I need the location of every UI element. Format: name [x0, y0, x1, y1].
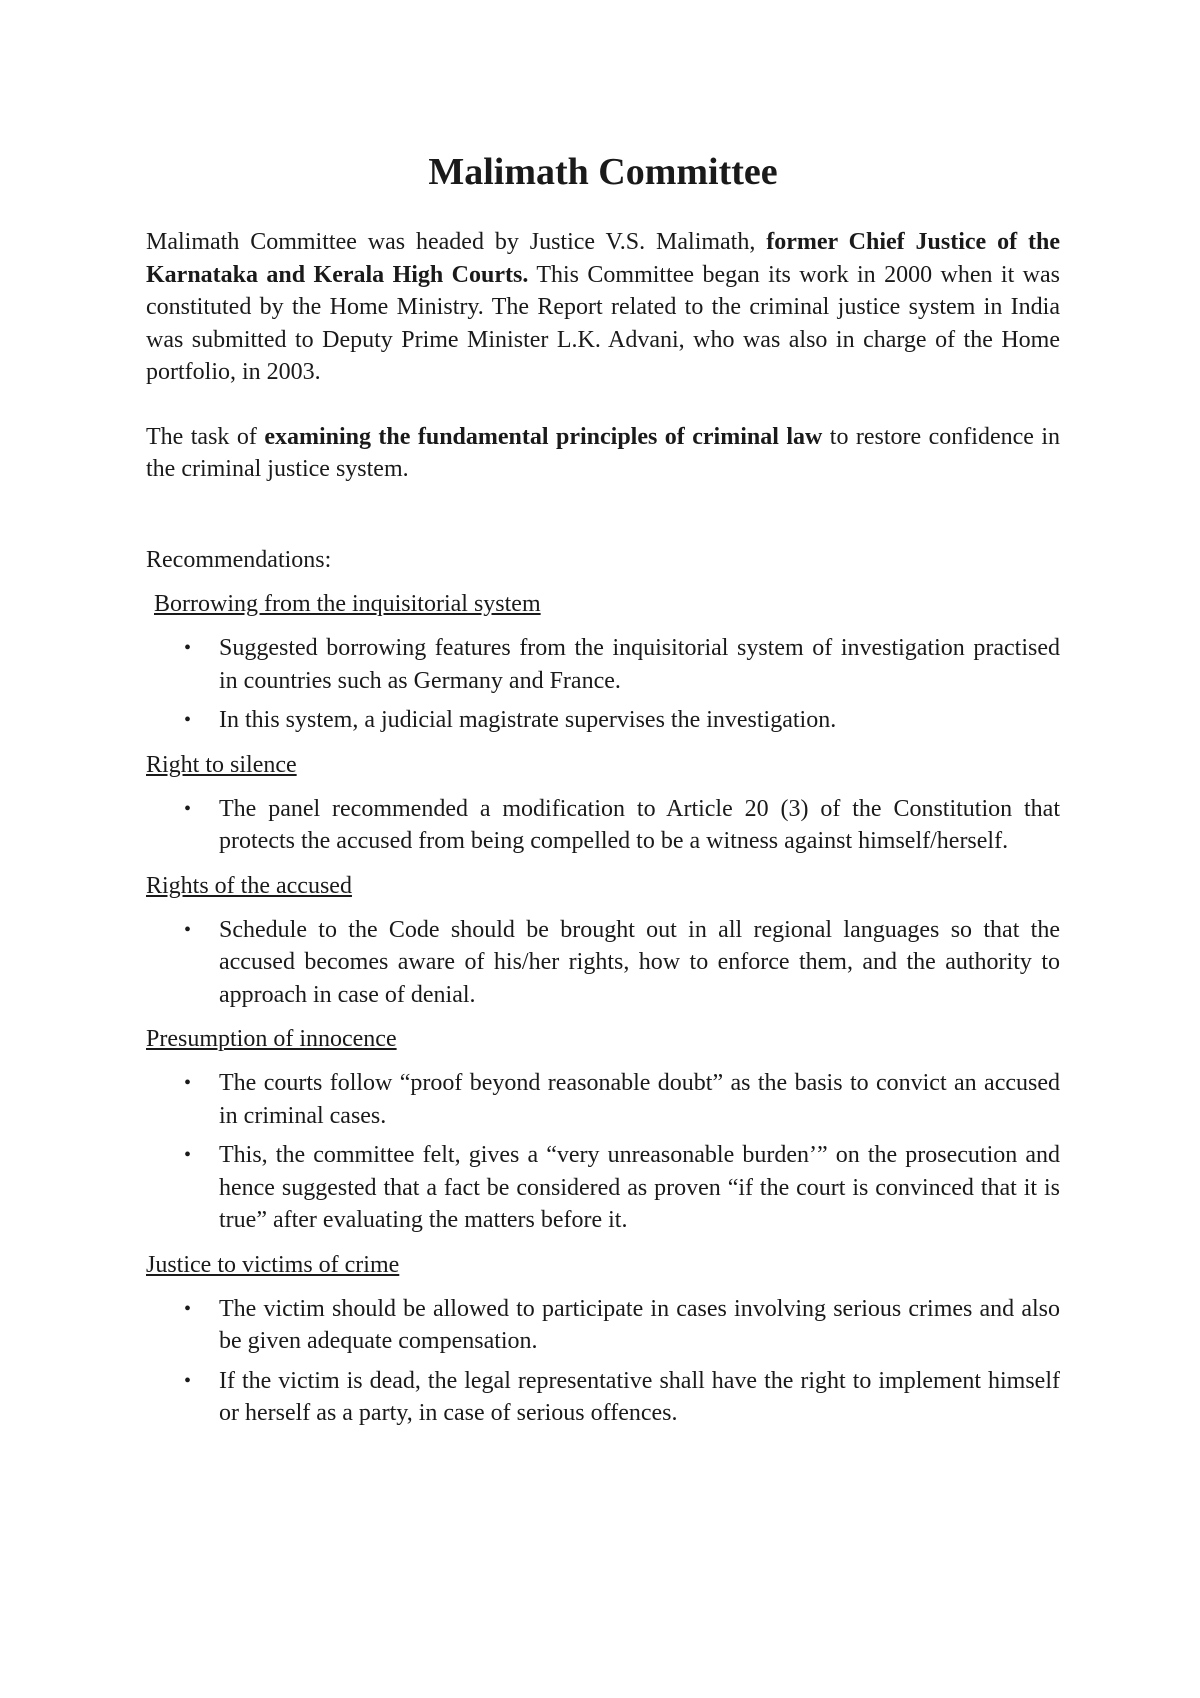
bullet-icon: •	[184, 918, 192, 941]
task-bold-text: examining the fundamental principles of criminal law	[264, 423, 823, 450]
bullet-list-justice-to-victims	[146, 1293, 1060, 1430]
list-item	[146, 704, 1060, 737]
bullet-icon: •	[184, 1144, 192, 1166]
list-item-text: The panel recommended a modification to Article 20 (3) of the Constitution that protects the accused from being compelled to be a witness against himself/herself.	[219, 795, 1060, 854]
list-item-text: In this system, a judicial magistrate supervises the investigation.	[219, 707, 837, 733]
intro-text-1: Malimath Committee was headed by Justice V.S. Malimath,	[146, 229, 767, 255]
section-heading-rights-of-accused: Rights of the accused	[146, 872, 352, 899]
bullet-icon: •	[184, 797, 192, 820]
section-heading-inquisitorial: Borrowing from the inquisitorial system	[154, 591, 541, 617]
bullet-icon: •	[184, 1297, 192, 1320]
bullet-icon: •	[184, 1369, 192, 1392]
intro-bold-text: former Chief Justice of the Karnataka and Kerala High Courts.	[146, 229, 1060, 288]
bullet-icon: •	[184, 709, 192, 731]
task-paragraph	[146, 421, 1060, 486]
section-heading-right-to-silence: Right to silence	[146, 751, 297, 778]
bullet-list-presumption-of-innocence	[146, 1067, 1060, 1237]
section-heading-justice-to-victims: Justice to victims of crime	[146, 1251, 400, 1278]
list-item	[146, 632, 1060, 697]
list-item	[146, 914, 1060, 1012]
task-text-2: to restore confidence in the criminal justice system.	[146, 423, 1061, 482]
list-item-text: The courts follow “proof beyond reasonable doubt” as the basis to convict an accused in criminal cases.	[219, 1070, 1060, 1129]
list-item-text: This, the committee felt, gives a “very unreasonable burden’” on the prosecution and hence suggested that a fact be considered as proven “if the court is convinced that it is true” after evaluating the matters before it.	[219, 1142, 1060, 1233]
list-item-text: If the victim is dead, the legal representative shall have the right to implement himself or herself as a party, in case of serious offences.	[219, 1367, 1060, 1426]
bullet-list-rights-of-accused	[146, 914, 1060, 1012]
list-item	[146, 1139, 1060, 1237]
list-item	[146, 1365, 1060, 1430]
list-item-text: The victim should be allowed to participate in cases involving serious crimes and also be given adequate compensation.	[219, 1295, 1060, 1354]
list-item-text: Suggested borrowing features from the inquisitorial system of investigation practised in countries such as Germany and France.	[219, 635, 1060, 694]
list-item-text: Schedule to the Code should be brought out in all regional languages so that the accused becomes aware of his/her rights, how to enforce them, and the authority to approach in case of denial.	[219, 916, 1060, 1008]
bullet-list-right-to-silence	[146, 793, 1060, 858]
list-item	[146, 1067, 1060, 1132]
bullet-icon: •	[184, 1072, 192, 1094]
recommendations-label: Recommendations:	[146, 546, 332, 573]
page-title: Malimath Committee	[428, 151, 778, 193]
section-heading-presumption-of-innocence: Presumption of innocence	[146, 1026, 397, 1052]
intro-text-2: This Committee began its work in 2000 when it was constituted by the Home Ministry. The Report related to the criminal justice system in India was submitted to Deputy Prime Minister L.K. Advani, who was also in charge of the Home portfolio, in 2003.	[146, 261, 1060, 385]
list-item	[146, 793, 1060, 858]
bullet-list-inquisitorial	[146, 632, 1060, 737]
bullet-icon: •	[184, 637, 192, 659]
task-text-1: The task of	[146, 423, 265, 450]
list-item	[146, 1293, 1060, 1358]
intro-paragraph	[146, 226, 1060, 389]
